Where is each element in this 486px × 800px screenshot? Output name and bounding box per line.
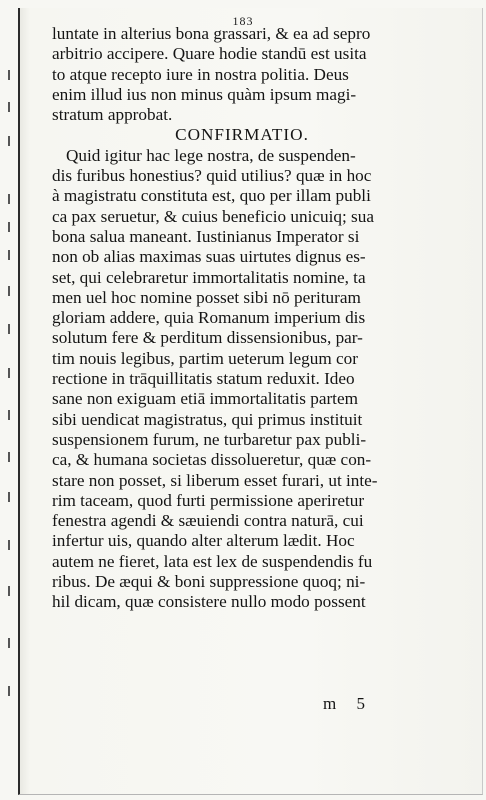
text-line: gloriam addere, quia Romanum imperium dis <box>52 308 366 328</box>
text-line: solutum fere & perditum dissensionibus, par- <box>52 328 363 348</box>
text-line: stare non posset, si liberum esset furari, ut inte- <box>52 470 378 490</box>
binding-mark <box>8 540 10 550</box>
text-line: Quid igitur hac lege nostra, de suspenden- <box>66 145 356 165</box>
page-number: 183 <box>232 14 254 28</box>
body-text <box>52 24 432 613</box>
text-line: infertur uis, quando alter alterum lædit. Hoc <box>52 531 355 551</box>
signature-mark: m 5 <box>323 694 373 713</box>
text-line: hil dicam, quæ consistere nullo modo possent <box>52 592 366 612</box>
binding-mark <box>8 368 10 378</box>
binding-mark <box>8 286 10 296</box>
text-line: à magistratu constituta est, quo per illam publi <box>52 186 371 206</box>
text-line: enim illud ius non minus quàm ipsum magi- <box>52 84 357 104</box>
text-line: fenestra agendi & sæuiendi contra naturā, cui <box>52 511 364 531</box>
binding-mark <box>8 586 10 596</box>
text-line: stratum approbat. <box>52 105 173 125</box>
binding-mark <box>8 324 10 334</box>
binding-mark <box>8 102 10 112</box>
binding-mark <box>8 492 10 502</box>
text-line: set, qui celebraretur immortalitatis nomine, ta <box>52 267 366 287</box>
binding-mark <box>8 222 10 232</box>
binding-mark <box>8 194 10 204</box>
text-line: rim taceam, quod furti permissione aperiretur <box>52 490 365 510</box>
text-line: sibi uendicat magistratus, qui primus instituit <box>52 409 363 429</box>
text-line: dis furibus honestius? quid utilius? quæ in hoc <box>52 166 372 186</box>
text-line: rectione in trāquillitatis statum reduxit. Ideo <box>52 369 355 389</box>
binding-mark <box>8 452 10 462</box>
section-heading: CONFIRMATIO. <box>175 125 309 145</box>
text-line: ca pax seruetur, & cuius beneficio unicuiq; sua <box>52 206 374 226</box>
text-line: non ob alias maximas suas uirtutes dignus es- <box>52 247 366 267</box>
text-line: men uel hoc nomine posset sibi nō perituram <box>52 287 361 307</box>
text-line: suspensionem furum, ne turbaretur pax publi- <box>52 429 367 449</box>
text-line: arbitrio accipere. Quare hodie standū est usita <box>52 44 367 64</box>
binding-mark <box>8 686 10 696</box>
text-line: tim nouis legibus, partim ueterum legum cor <box>52 348 358 368</box>
text-line: to atque recepto iure in nostra politia. Deus <box>52 64 349 84</box>
binding-mark <box>8 136 10 146</box>
text-line: bona salua maneant. Iustinianus Imperator si <box>52 226 360 246</box>
text-line: luntate in alterius bona grassari, & ea ad sepro <box>52 24 371 43</box>
binding-mark <box>8 70 10 80</box>
text-line: sane non exiguam etiā immortalitatis partem <box>52 389 358 409</box>
binding-mark <box>8 638 10 648</box>
text-line: ribus. De æqui & boni suppressione quoq; ni- <box>52 572 366 592</box>
text-line: ca, & humana societas dissolueretur, quæ con- <box>52 450 372 470</box>
binding-mark <box>8 410 10 420</box>
text-line: autem ne fieret, lata est lex de suspendendis fu <box>52 551 373 571</box>
binding-margin <box>4 40 16 760</box>
binding-mark <box>8 250 10 260</box>
